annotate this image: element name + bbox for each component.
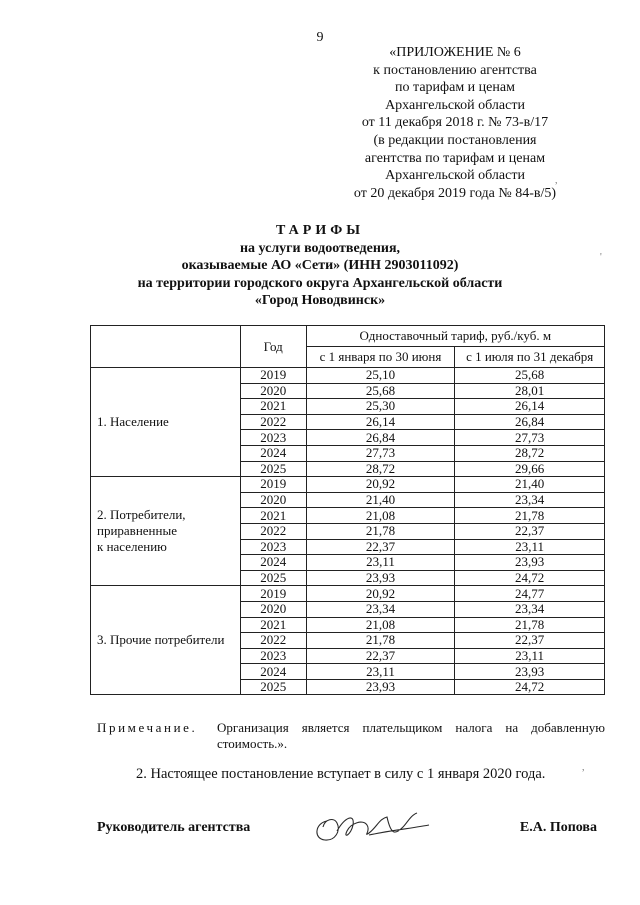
tariff-first-half-cell: 25,10 (306, 368, 455, 384)
appendix-header (330, 44, 580, 202)
header-first-half: с 1 января по 30 июня (306, 347, 455, 368)
tariff-first-half-cell: 23,11 (306, 664, 455, 680)
appendix-line: агентства по тарифам и ценам (364, 150, 546, 166)
year-cell: 2022 (240, 414, 306, 430)
tariff-first-half-cell: 23,34 (306, 601, 455, 617)
year-cell: 2023 (240, 648, 306, 664)
year-cell: 2021 (240, 399, 306, 415)
year-cell: 2025 (240, 461, 306, 477)
tariff-first-half-cell: 21,08 (306, 508, 455, 524)
tariff-second-half-cell: 24,72 (455, 679, 605, 695)
tariff-second-half-cell: 27,73 (455, 430, 605, 446)
year-cell: 2021 (240, 508, 306, 524)
tariff-second-half-cell: 23,93 (455, 664, 605, 680)
year-cell: 2020 (240, 601, 306, 617)
tariff-first-half-cell: 21,78 (306, 523, 455, 539)
tariff-first-half-cell: 23,11 (306, 555, 455, 571)
consumer-group-line: 3. Прочие потребители (97, 632, 225, 648)
tariff-first-half-cell: 23,93 (306, 679, 455, 695)
signature-block (97, 815, 597, 855)
title-heading: ТАРИФЫ (276, 223, 364, 238)
tariff-second-half-cell: 21,40 (455, 477, 605, 493)
tariff-second-half-cell: 23,11 (455, 539, 605, 555)
tariff-first-half-cell: 23,93 (306, 570, 455, 586)
tariff-second-half-cell: 25,68 (455, 368, 605, 384)
table-row (91, 586, 605, 602)
tariff-second-half-cell: 24,72 (455, 570, 605, 586)
tariff-second-half-cell: 29,66 (455, 461, 605, 477)
consumer-group-label (91, 368, 241, 477)
appendix-line: от 20 декабря 2019 года № 84-в/5) (353, 185, 557, 201)
signatory-position: Руководитель агентства (97, 820, 251, 835)
document-title (0, 222, 640, 310)
tariff-first-half-cell: 21,78 (306, 633, 455, 649)
tariff-second-half-cell: 23,34 (455, 601, 605, 617)
title-line: на услуги водоотведения, (239, 240, 401, 256)
appendix-line: Архангельской области (385, 97, 525, 113)
tariff-second-half-cell: 24,77 (455, 586, 605, 602)
tariff-second-half-cell: 23,11 (455, 648, 605, 664)
title-line: «Город Новодвинск» (254, 293, 386, 308)
scan-speck: , (582, 762, 585, 773)
page-number: 9 (316, 30, 324, 45)
tariff-second-half-cell: 21,78 (455, 617, 605, 633)
consumer-group-line: 2. Потребители, (97, 507, 186, 523)
tariff-second-half-cell: 21,78 (455, 508, 605, 524)
header-empty-cell (91, 326, 241, 368)
year-cell: 2019 (240, 477, 306, 493)
year-cell: 2019 (240, 586, 306, 602)
header-tariff: Одноставочный тариф, руб./куб. м (306, 326, 604, 347)
year-cell: 2022 (240, 633, 306, 649)
title-line: оказываемые АО «Сети» (ИНН 2903011092) (181, 258, 459, 273)
appendix-line: по тарифам и ценам (395, 80, 515, 96)
tariff-first-half-cell: 26,84 (306, 430, 455, 446)
table-row (91, 477, 605, 493)
scan-speck: , (555, 175, 558, 186)
scan-speck: ' (600, 252, 602, 263)
consumer-group-line: 1. Население (97, 414, 169, 430)
appendix-line: «ПРИЛОЖЕНИЕ № 6 (389, 45, 521, 60)
year-cell: 2020 (240, 492, 306, 508)
tariff-first-half-cell: 22,37 (306, 648, 455, 664)
appendix-line: (в редакции постановления (373, 132, 537, 148)
tariff-first-half-cell: 20,92 (306, 477, 455, 493)
consumer-group-label (91, 477, 241, 586)
consumer-group-line: к населению (97, 539, 167, 555)
year-cell: 2025 (240, 679, 306, 695)
tariff-second-half-cell: 23,34 (455, 492, 605, 508)
handwritten-signature (307, 805, 437, 851)
year-cell: 2021 (240, 617, 306, 633)
title-line: на территории городского округа Архангельской области (137, 275, 503, 291)
year-cell: 2023 (240, 539, 306, 555)
year-cell: 2024 (240, 555, 306, 571)
tariff-second-half-cell: 28,01 (455, 383, 605, 399)
consumer-group-line: приравненные (97, 523, 177, 539)
tariff-first-half-cell: 25,30 (306, 399, 455, 415)
header-second-half: с 1 июля по 31 декабря (455, 347, 605, 368)
signatory-name: Е.А. Попова (519, 820, 597, 835)
year-cell: 2025 (240, 570, 306, 586)
tariff-first-half-cell: 25,68 (306, 383, 455, 399)
year-cell: 2019 (240, 368, 306, 384)
tariff-second-half-cell: 26,84 (455, 414, 605, 430)
year-cell: 2024 (240, 445, 306, 461)
tariff-second-half-cell: 23,93 (455, 555, 605, 571)
note-text: Организация является плательщиком налога на добавленную стоимость.». (217, 720, 605, 751)
tariff-first-half-cell: 21,08 (306, 617, 455, 633)
tariff-table-body (91, 368, 605, 695)
table-row (91, 368, 605, 384)
tariff-first-half-cell: 20,92 (306, 586, 455, 602)
tariff-first-half-cell: 22,37 (306, 539, 455, 555)
tariff-second-half-cell: 22,37 (455, 633, 605, 649)
year-cell: 2024 (240, 664, 306, 680)
tariff-second-half-cell: 26,14 (455, 399, 605, 415)
tariff-second-half-cell: 28,72 (455, 445, 605, 461)
tariff-first-half-cell: 21,40 (306, 492, 455, 508)
year-cell: 2020 (240, 383, 306, 399)
appendix-line: от 11 декабря 2018 г. № 73-в/17 (361, 115, 549, 131)
tariff-second-half-cell: 22,37 (455, 523, 605, 539)
note-label: Примечание. (97, 720, 198, 735)
consumer-group-label (91, 586, 241, 695)
tariff-first-half-cell: 28,72 (306, 461, 455, 477)
effective-clause: 2. Настоящее постановление вступает в силу с 1 января 2020 года. (136, 766, 546, 782)
tariff-table (90, 325, 605, 695)
tariff-first-half-cell: 27,73 (306, 445, 455, 461)
header-year: Год (240, 326, 306, 368)
tariff-first-half-cell: 26,14 (306, 414, 455, 430)
year-cell: 2023 (240, 430, 306, 446)
appendix-line: к постановлению агентства (373, 62, 537, 78)
year-cell: 2022 (240, 523, 306, 539)
appendix-line: Архангельской области (385, 168, 525, 184)
